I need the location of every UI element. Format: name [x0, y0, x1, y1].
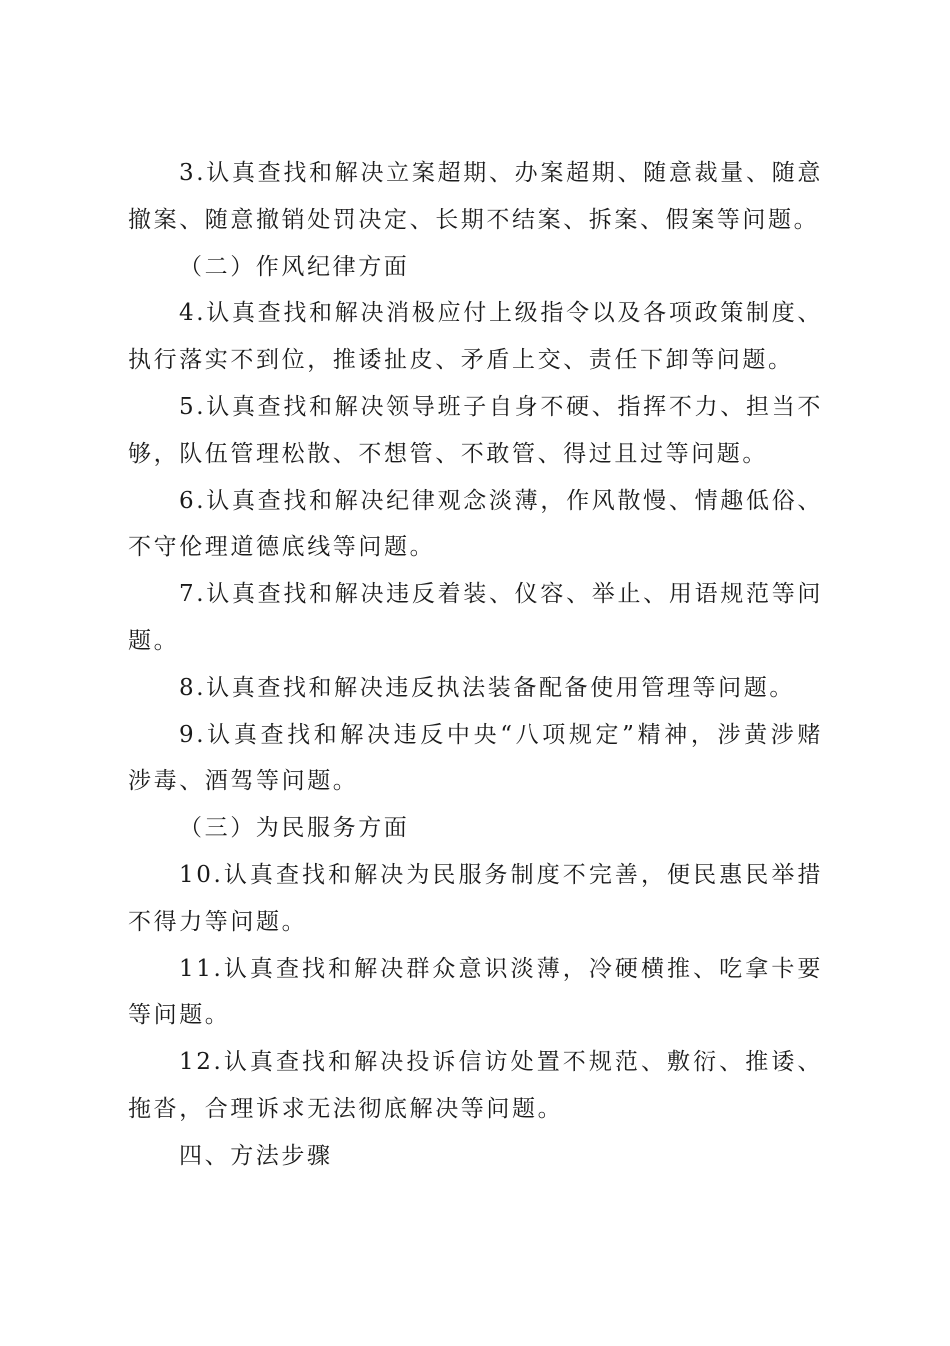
paragraph-item-8: 8.认真查找和解决违反执法装备配备使用管理等问题。 [179, 674, 795, 701]
paragraph-item-3: 3.认真查找和解决立案超期、办案超期、随意裁量、随意撤案、随意撤销处罚决定、长期不结案、拆案、假案等问题。 [128, 160, 823, 233]
section-heading-methods-steps: 四、方法步骤 [179, 1142, 333, 1169]
paragraph-item-4: 4.认真查找和解决消极应付上级指令以及各项政策制度、执行落实不到位，推诿扯皮、矛盾上交、责任下卸等问题。 [128, 300, 823, 374]
paragraph-item-6: 6.认真查找和解决纪律观念淡薄，作风散慢、情趣低俗、不守伦理道德底线等问题。 [128, 487, 823, 561]
document-body [128, 150, 823, 1180]
paragraph-item-9: 9.认真查找和解决违反中央“八项规定”精神，涉黄涉赌涉毒、酒驾等问题。 [128, 721, 823, 795]
paragraph-item-10: 10.认真查找和解决为民服务制度不完善，便民惠民举措不得力等问题。 [128, 861, 823, 935]
paragraph-item-5: 5.认真查找和解决领导班子自身不硬、指挥不力、担当不够，队伍管理松散、不想管、不敢管、得过且过等问题。 [128, 393, 823, 467]
paragraph-item-11: 11.认真查找和解决群众意识淡薄，冷硬横推、吃拿卡要等问题。 [128, 955, 823, 1029]
paragraph-item-7: 7.认真查找和解决违反着装、仪容、举止、用语规范等问题。 [128, 581, 823, 654]
section-heading-style-discipline: （二）作风纪律方面 [179, 253, 410, 280]
section-heading-public-service: （三）为民服务方面 [179, 815, 410, 842]
paragraph-item-12: 12.认真查找和解决投诉信访处置不规范、敷衍、推诿、拖沓，合理诉求无法彻底解决等问题。 [128, 1049, 823, 1122]
